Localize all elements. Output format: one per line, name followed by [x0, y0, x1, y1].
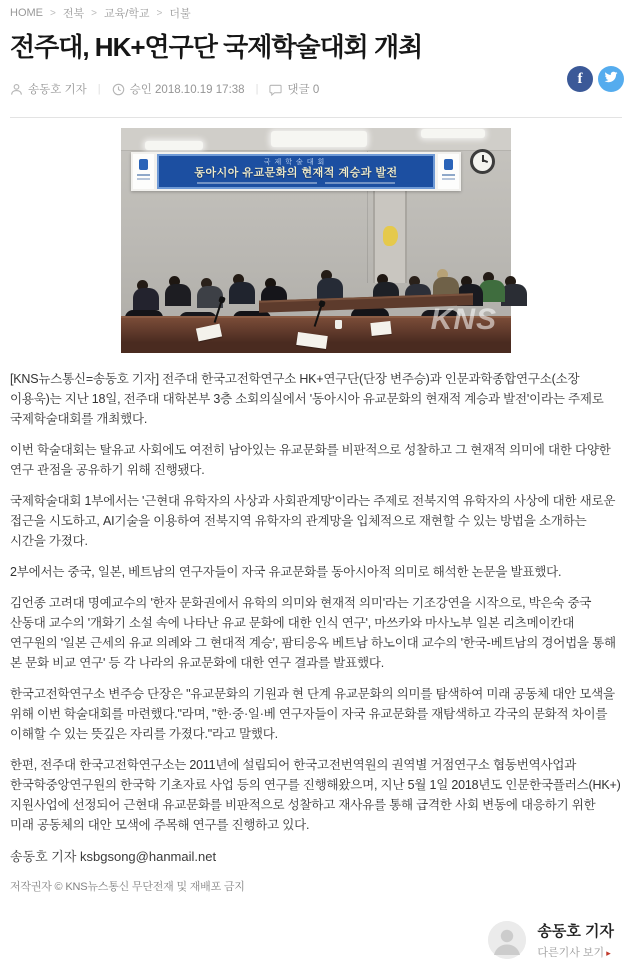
footer-author-name: 송동호 기자: [537, 923, 614, 940]
paper-cup: [335, 320, 342, 329]
breadcrumb-link[interactable]: 전북: [62, 8, 85, 20]
header-divider: [10, 117, 622, 118]
article-paragraph: 한국고전학연구소 변주승 단장은 "유교문화의 기원과 현 단계 유교문화의 의미를 탐색하여 미래 공동체 대안 모색을 위해 이번 학술대회를 마련했다."라며, "한·중·일·베 연구자들이 자국 유교문화를 재탐색하고 각국의 문화적 차이를 이해할 수 있는 뜻깊은 자리를 가졌다."라고 말했다.: [10, 687, 615, 741]
share-buttons: [567, 66, 624, 92]
twitter-share-button[interactable]: [598, 66, 624, 92]
byline-email[interactable]: [10, 846, 622, 865]
paper-sheet: [370, 321, 391, 336]
breadcrumb-link[interactable]: 더불: [169, 8, 191, 20]
facebook-share-button[interactable]: [567, 66, 593, 92]
meta-separator: |: [97, 83, 101, 95]
banner-logo-right: [438, 154, 459, 189]
article-paragraph: 국제학술대회 1부에서는 '근현대 유학자의 사상과 사회관계망'이라는 주제로 전북지역 유학자의 사상에 대한 새로운 접근을 시도하고, AI기술을 이용하여 전북지역 유학자의 관계망을 입체적으로 재현할 수 있는 방법을 소개하는 시간을 가졌다.: [10, 494, 616, 548]
comment-icon: [269, 83, 282, 96]
article-photo: [121, 128, 511, 353]
banner-title-text: 동아시아 유교문화의 현재적 계승과 발전: [194, 167, 398, 179]
article-body: [10, 369, 622, 835]
clock-icon: [112, 83, 125, 96]
kns-watermark: KNS: [430, 303, 497, 336]
meta-published: [112, 81, 245, 97]
byline-email-link[interactable]: 송동호 기자 ksbgsong@hanmail.net: [10, 849, 217, 864]
breadcrumb: [10, 6, 622, 20]
ceiling-light: [421, 129, 485, 138]
breadcrumb-link[interactable]: 교육/학교: [103, 8, 150, 20]
breadcrumb-link[interactable]: HOME: [10, 7, 43, 19]
meta-published-label: 승인 2018.10.19 17:38: [129, 84, 245, 96]
breadcrumb-item: [63, 5, 104, 21]
author-avatar[interactable]: [488, 921, 526, 959]
meta-separator: |: [255, 83, 259, 95]
facebook-icon: f: [577, 70, 583, 87]
meta-comments-label: 댓글 0: [287, 84, 320, 96]
red-arrow-icon: ▸: [606, 948, 611, 958]
banner-blue-panel: [157, 154, 435, 189]
breadcrumb-item: [169, 5, 190, 21]
conference-banner: [131, 152, 461, 191]
attendee-bodies: [108, 128, 134, 150]
meta-author-label: 송동호 기자: [28, 84, 87, 96]
breadcrumb-separator: >: [156, 7, 163, 19]
breadcrumb-item: [104, 5, 169, 21]
person-icon: [10, 83, 23, 96]
page-title: 전주대, HK+연구단 국제학술대회 개최: [10, 32, 423, 62]
article-paragraph: 김언종 고려대 명예교수의 '한자 문화권에서 유학의 의미와 현재적 의미'라는 기조강연을 시작으로, 박은숙 중국 산동대 교수의 '개화기 소설 속에 나타난 유교 문화에 대한 인식 연구', 마쓰카와 마사노부 일본 리츠메이칸대 연구원의 '일본 근세의 유교 의례와 그 현대적 계승', 팜티응옥 베트남 하노이대 교수의 '한국-베트남의 경어법을 통해 본 문화 비교 연구' 등 각 나라의 유교문화에 대한 연구 결과를 발표했다.: [10, 596, 616, 670]
article-paragraph: 이번 학술대회는 탈유교 사회에도 여전히 남아있는 유교문화를 비판적으로 성찰하고 그 현재적 의미에 대한 다양한 연구 관점을 공유하기 위해 진행됐다.: [10, 443, 611, 477]
banner-subtext-bars: [197, 182, 395, 184]
ceiling-light: [271, 131, 367, 147]
more-articles-label: 다른기사 보기: [537, 947, 605, 959]
article-paragraph: [KNS뉴스통신=송동호 기자] 전주대 한국고전학연구소 HK+연구단(단장 변주승)과 인문과학종합연구소(소장 이용욱)는 지난 18일, 전주대 대학본부 3층 소회의실에서 '동아시아 유교문화의 현재적 계승과 발전'이라는 주제로 국제학술대회를 개최했다.: [10, 372, 604, 426]
banner-logo-left: [133, 154, 154, 189]
author-card: [10, 920, 614, 960]
copyright-notice: 저작권자 © KNS뉴스통신 무단전재 및 재배포 금지: [10, 881, 245, 893]
wall-clock: [470, 149, 495, 174]
banner-top-text: 국제학술대회: [263, 159, 329, 166]
meta-comments[interactable]: [269, 81, 319, 97]
door: [373, 180, 407, 283]
article-meta: [10, 76, 622, 102]
breadcrumb-separator: >: [91, 7, 97, 19]
breadcrumb-separator: >: [50, 7, 56, 19]
article-paragraph: 2부에서는 중국, 일본, 베트남의 연구자들이 자국 유교문화를 동아시아적 의미로 해석한 논문을 발표했다.: [10, 565, 562, 579]
twitter-icon: [604, 70, 618, 89]
meta-author: [10, 81, 87, 97]
article-paragraph: 한편, 전주대 한국고전학연구소는 2011년에 설립되어 한국고전번역원의 권역별 거점연구소 협동번역사업과 한국학중앙연구원의 한국학 기초자료 사업 등의 연구를 진행해왔으며, 지난 5월 1일 2018년도 인문한국플러스(HK+) 지원사업에 선정되어 근현대 유교문화를 비판적으로 성찰하고 재사유를 통해 급격한 사회 변동에 대응하기 위한 미래 공동체의 대안 모색에 주목해 연구를 진행하고 있다.: [10, 758, 621, 832]
more-articles-link[interactable]: [537, 944, 614, 960]
breadcrumb-item: [10, 7, 63, 19]
